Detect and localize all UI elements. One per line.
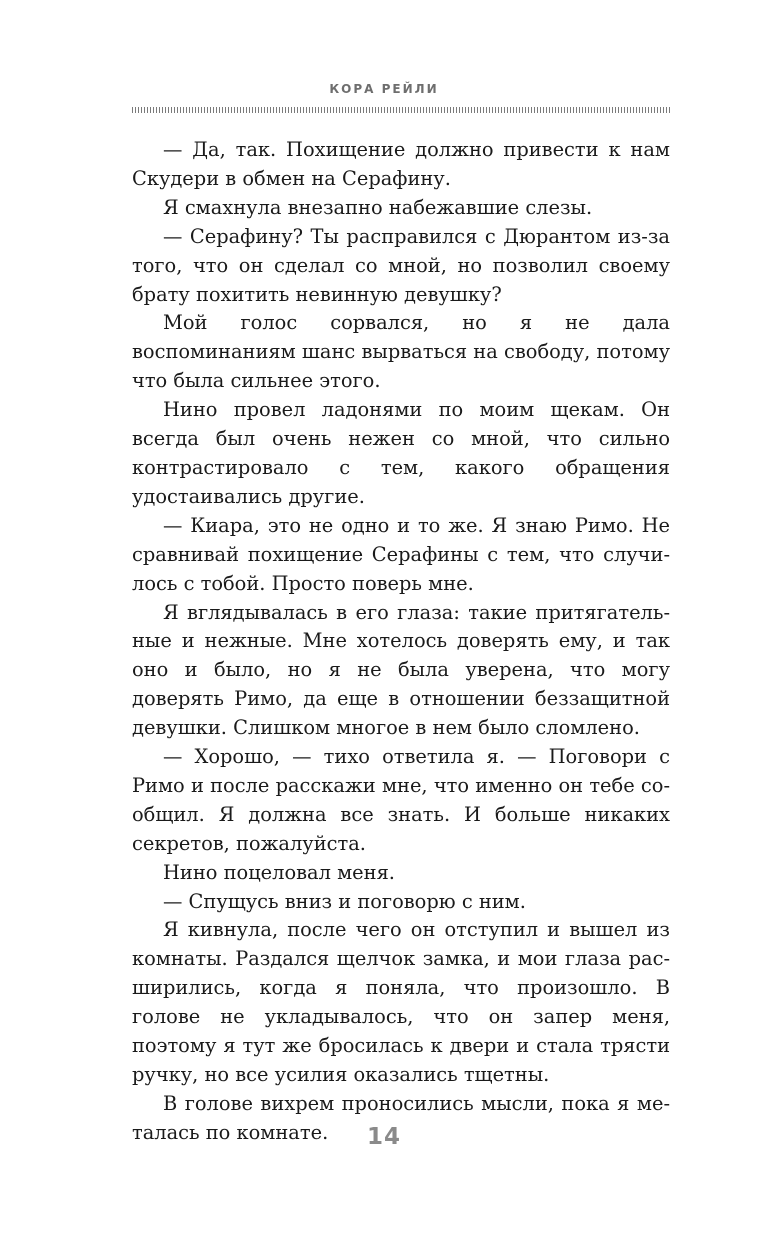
page-number: 14 [366,1124,401,1150]
paragraph: Нино поцеловал меня. [163,860,395,884]
paragraph: Я смахнула внезапно набежавшие слезы. [163,195,593,219]
paragraph: — Киара, это не одно и то же. Я знаю Римо. Не сравнивай похищение Серафины с тем, что случилось с тобой. Просто поверь мне. [132,513,670,595]
paragraph: В голове вихрем проносились мысли, пока я металась по комнате. [132,1091,670,1144]
paragraph: — Спущусь вниз и поговорю с ним. [163,889,526,913]
text-body [132,136,670,1148]
paragraph: Мой голос сорвался, но я не дала воспоминаниям шанс вырваться на свободу, потому что была сильнее этого. [132,311,670,393]
paragraph: — Хорошо, — тихо ответила я. — Поговори с Римо и после расскажи мне, что именно он тебе сообщил. Я должна все знать. И больше никаких секретов, пожалуйста. [132,745,670,855]
paragraph: — Серафину? Ты расправился с Дюрантом из-за того, что он сделал со мной, но позволил своему брату похитить невинную девушку? [132,224,670,306]
paragraph: Нино провел ладонями по моим щекам. Он всегда был очень нежен со мной, что сильно контрастировало с тем, какого обращения удостаивались другие. [132,398,670,508]
paragraph: — Да, так. Похищение должно привести к нам Скудери в обмен на Серафину. [132,138,670,190]
paragraph: Я кивнула, после чего он отступил и вышел из комнаты. Раздался щелчок замка, и мои глаза расширились, когда я поняла, что произошло. В голове не укладывалось, что он запер меня, поэтому я тут же бросилась к двери и стала трясти ручку, но все усилия оказались тщетны. [132,918,670,1086]
header-rule [132,107,670,113]
running-header: КОРА РЕЙЛИ [329,82,439,96]
paragraph: Я вглядывалась в его глаза: такие притягательные и нежные. Мне хотелось доверять ему, и так оно и было, но я не была уверена, что могу доверять Римо, да еще в отношении беззащитной девушки. Слишком многое в нем было сломлено. [132,600,670,740]
